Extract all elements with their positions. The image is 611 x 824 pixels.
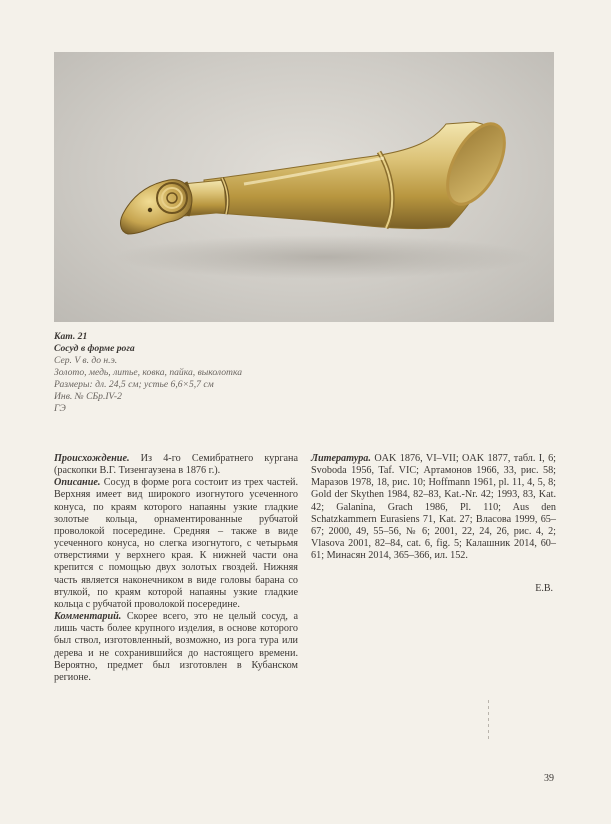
catalog-signature: ГЭ [54,403,66,414]
catalog-dimensions: Размеры: дл. 24,5 см; устье 6,6×5,7 см [54,379,214,390]
author-initials: Е.В. [535,583,553,594]
literature-paragraph [311,453,556,562]
literature-text: OAK 1876, VI–VII; OAK 1877, табл. I, 6; Svoboda 1956, Taf. VIC; Артамонов 1966, 33, рис. 58; Маразов 1978, 18, рис. 10; Hoffmann 1961, pl. 11, 4, 5, 8; Gold der Skythen 1984, 82–83, Kat.-Nr. 42; 1993, 83, Kat. 42; Galanina, Grach 1986, Pl. 110; Aus den Schatzkammern Eurasiens 71, Kat. 27; Власова 1999, 65–67; 2000, 49, 55–56, № 6; 2001, 22, 24, 26, рис. 4, 2; Vlasova 2001, 82–84, cat. 6, fig. 5; Калашник 2014, 60–61; Минасян 2014, 365–366, ил. 152. [311,453,556,562]
page-number: 39 [544,773,554,784]
main-text-column [54,453,298,684]
origin-paragraph [54,453,298,477]
catalog-caption [54,331,414,415]
catalog-date: Сер. V в. до н.э. [54,355,118,366]
origin-heading: Происхождение. [54,453,130,464]
origin-text: Из 4-го Семибратнего кургана (раскопки В.Г. Тизенгаузена в 1876 г.). [54,453,298,477]
description-heading: Описание. [54,477,101,489]
artifact-photo [54,52,554,322]
catalog-title: Сосуд в форме рога [54,343,135,354]
comment-text: Скорее всего, это не целый сосуд, а лишь часть более крупного изделия, в основе которого был ствол, изготовленный, возможно, из рога тура или дерева и не сохранившийся до настоящего времени. Вероятно, предмет был изготовлен в Кубанском регионе. [54,611,298,683]
literature-column [311,453,556,562]
catalog-number: Кат. 21 [54,331,88,342]
catalog-technique: Золото, медь, литье, ковка, пайка, выколотка [54,367,242,378]
catalog-inventory: Инв. № СБр.IV-2 [54,391,122,402]
description-paragraph [54,477,298,611]
scan-edge-mark [488,700,489,740]
literature-heading: Литература. [311,453,371,464]
description-text: Сосуд в форме рога состоит из трех частей. Верхняя имеет вид широкого изогнутого усеченного конуса, по краям которого напаяны узкие гладкие золотые кольца, орнаментированные рубчатой проволокой посередине. Средняя – также в виде усеченного конуса, но слегка изогнутого, с четырьмя отверстиями у верхнего края. К нижней части она крепится с помощью двух золотых гвоздей. Нижняя часть является наконечником в виде головы барана со втулкой, по краям которой напаяны узкие гладкие кольца с рубчатой проволокой посередине. [54,477,298,610]
comment-paragraph [54,611,298,684]
gold-horn-vessel-image [54,52,554,322]
comment-heading: Комментарий. [54,611,122,623]
